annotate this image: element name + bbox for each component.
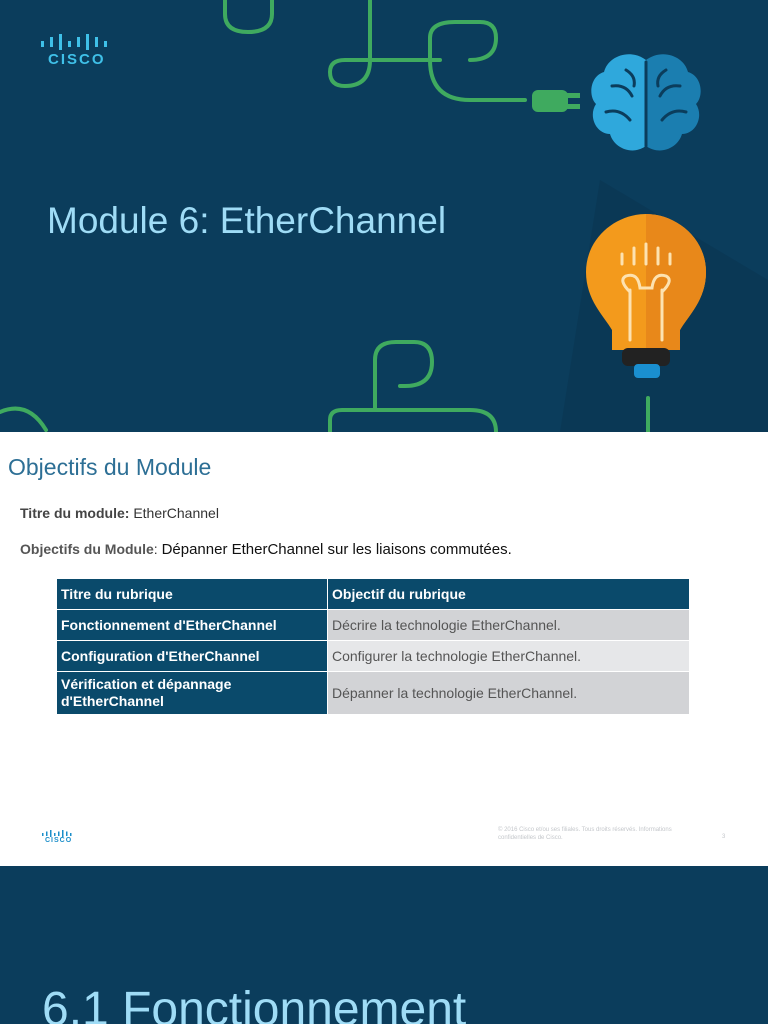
- module-objectives-line: [20, 541, 512, 558]
- table-cell-topic: Vérification et dépannage d'EtherChannel: [57, 672, 328, 715]
- table-header-objective: Objectif du rubrique: [328, 579, 690, 610]
- table-cell-objective: Configurer la technologie EtherChannel.: [328, 641, 690, 672]
- module-objectives-label: Objectifs du Module: [20, 541, 154, 557]
- title-slide: [0, 0, 768, 432]
- table-row: [57, 641, 690, 672]
- table-cell-topic: Fonctionnement d'EtherChannel: [57, 610, 328, 641]
- table-row: [57, 610, 690, 641]
- table-row: [57, 672, 690, 715]
- page-number: 3: [722, 834, 726, 840]
- cisco-logo: [40, 34, 110, 68]
- module-objectives-value: Dépanner EtherChannel sur les liaisons commutées.: [161, 541, 512, 558]
- table-cell-objective: Dépanner la technologie EtherChannel.: [328, 672, 690, 715]
- topics-table: [56, 578, 690, 715]
- module-title-label: Titre du module:: [20, 505, 130, 521]
- cisco-logo-text: CISCO: [48, 51, 106, 68]
- module-title: Module 6: EtherChannel: [47, 200, 447, 241]
- brain-icon: [591, 54, 700, 150]
- module-objectives-sep: :: [153, 541, 158, 557]
- table-cell-topic: Configuration d'EtherChannel: [57, 641, 328, 672]
- footer-cisco-logo: [42, 830, 74, 844]
- table-cell-objective: Décrire la technologie EtherChannel.: [328, 610, 690, 641]
- cisco-bars-icon: [40, 34, 110, 50]
- objectives-heading: Objectifs du Module: [8, 454, 212, 480]
- table-header-topic: Titre du rubrique: [57, 579, 328, 610]
- section-slide: [0, 866, 768, 1024]
- module-title-line: [20, 505, 219, 521]
- footer-cisco-logo-text: CISCO: [45, 837, 73, 844]
- module-title-value: EtherChannel: [133, 505, 219, 521]
- cisco-bars-icon: [42, 830, 74, 837]
- section-title: 6.1 Fonctionnement: [42, 983, 467, 1024]
- plug-icon: [532, 90, 580, 112]
- objectives-slide: [0, 432, 768, 866]
- table-header-row: [57, 579, 690, 610]
- copyright-note: © 2016 Cisco et/ou ses filiales. Tous droits réservés. Informations confidentielles de Cisco.: [498, 827, 672, 841]
